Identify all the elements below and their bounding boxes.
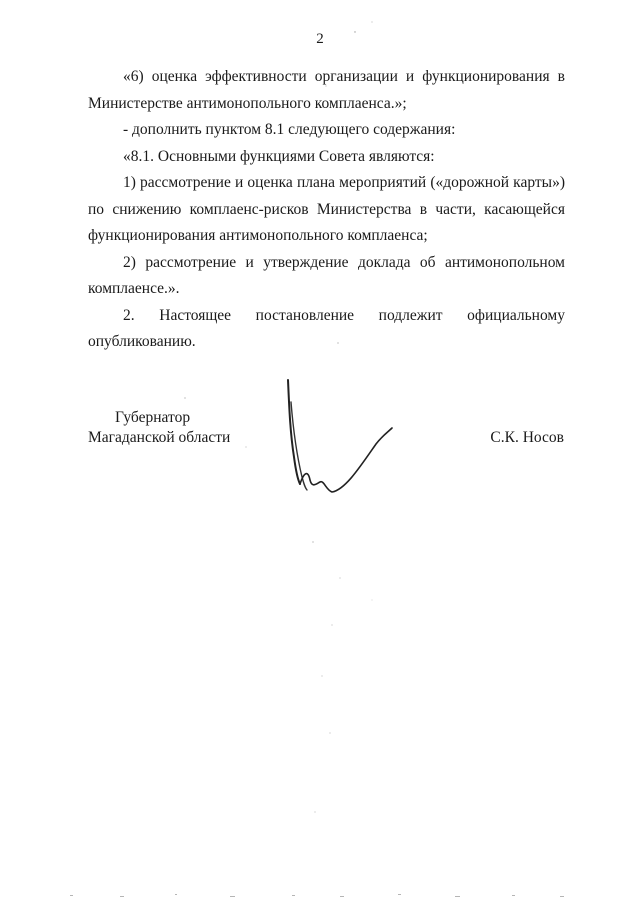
handwritten-signature bbox=[280, 372, 400, 502]
signatory-title-line1: Губернатор bbox=[115, 409, 191, 426]
paragraph-publication: 2. Настоящее постановление подлежит официальному опубликованию. bbox=[88, 306, 565, 350]
paragraph-function-1: 1) рассмотрение и оценка плана мероприятий («дорожной карты») по снижению комплаенс-рисков Министерства в части, касающейся функционирования антимонопольного комплаенса; bbox=[88, 174, 565, 244]
paragraph-8-1-heading: «8.1. Основными функциями Совета являются: bbox=[123, 147, 435, 165]
paragraph-function-2: 2) рассмотрение и утверждение доклада об антимонопольном комплаенсе.». bbox=[88, 253, 565, 297]
paragraph-add-point: - дополнить пунктом 8.1 следующего содержания: bbox=[123, 121, 456, 138]
document-body bbox=[88, 64, 565, 356]
paragraph-item-6: «6) оценка эффективности организации и функционирования в Министерстве антимонопольного комплаенса.»; bbox=[88, 68, 565, 112]
page-number: 2 bbox=[316, 31, 324, 47]
signatory-name: С.К. Носов bbox=[490, 429, 564, 446]
signatory-title-line2: Магаданской области bbox=[88, 429, 231, 446]
signatory-title bbox=[88, 408, 230, 448]
